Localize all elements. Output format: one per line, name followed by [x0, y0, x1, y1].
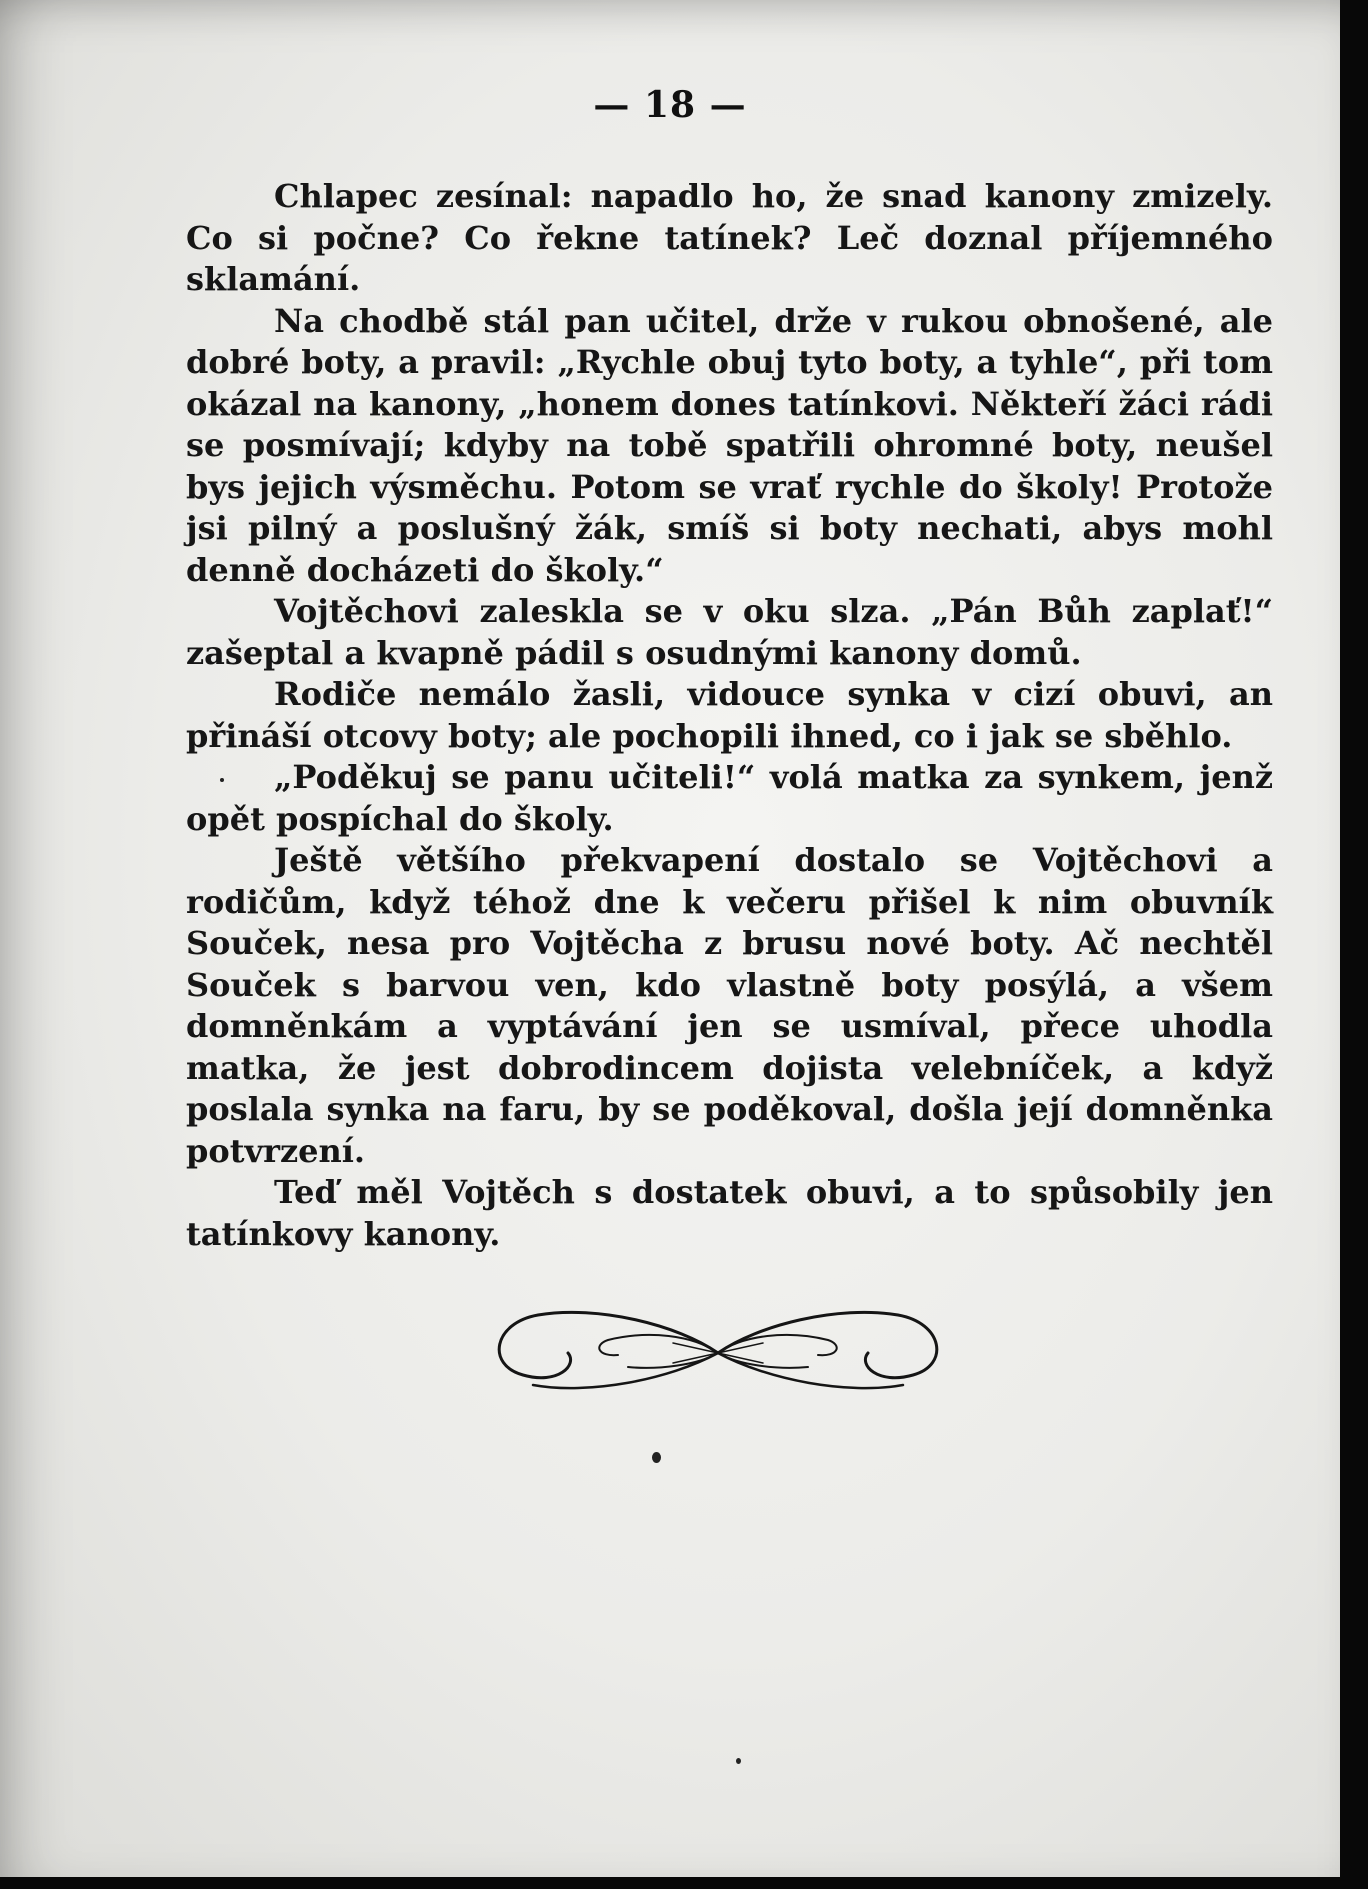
paragraph-7: Teď měl Vojtěch s dostatek obuvi, a to spůsobily jen tatínkovy kanony.: [186, 1173, 1273, 1253]
page-number: — 18 —: [593, 84, 747, 126]
ink-speck: [220, 778, 224, 782]
ink-speck: [736, 1758, 741, 1764]
paragraph-6: Ještě většího překvapení dostalo se Vojtěchovi a rodičům, když téhož dne k večeru přišel k nim obuvník Souček, nesa pro Vojtěcha z brusu nové boty. Ač nechtěl Souček s barvou ven, kdo vlastně boty posýlá, a všem domněnkám a vyptávání jen se usmíval, přece uhodla matka, že jest dobrodincem dojista velebníček, a když poslala synka na faru, by se poděkoval, došla její domněnka potvrzení.: [186, 841, 1273, 1170]
scan-border-bottom: [0, 1877, 1368, 1889]
paragraph-4: Rodiče nemálo žasli, vidouce synka v cizí obuvi, an přináší otcovy boty; ale pochopili ihned, co i jak se sběhlo.: [186, 675, 1273, 755]
paragraph-3: Vojtěchovi zaleskla se v oku slza. „Pán Bůh zaplať!“ zašeptal a kvapně pádil s osudnými kanony domů.: [186, 592, 1273, 672]
paragraph-1: Chlapec zesínal: napadlo ho, že snad kanony zmizely. Co si počne? Co řekne tatínek? Leč doznal příjemného sklamání.: [186, 177, 1273, 298]
scan-border-right: [1340, 0, 1368, 1889]
paragraph-5: „Poděkuj se panu učiteli!“ volá matka za synkem, jenž opět pospíchal do školy.: [186, 758, 1273, 838]
body-text: [186, 176, 1273, 1255]
ink-speck: [652, 1452, 661, 1463]
flourish-ornament-icon: [478, 1295, 958, 1405]
paragraph-2: Na chodbě stál pan učitel, drže v rukou obnošené, ale dobré boty, a pravil: „Rychle obuj tyto boty, a tyhle“, při tom okázal na kanony, „honem dones tatínkovi. Někteří žáci rádi se posmívají; kdyby na tobě spatřili ohromné boty, neušel bys jejich výsměchu. Potom se vrať rychle do školy! Protože jsi pilný a poslušný žák, smíš si boty nechati, abys mohl denně docházeti do školy.“: [186, 301, 1273, 589]
